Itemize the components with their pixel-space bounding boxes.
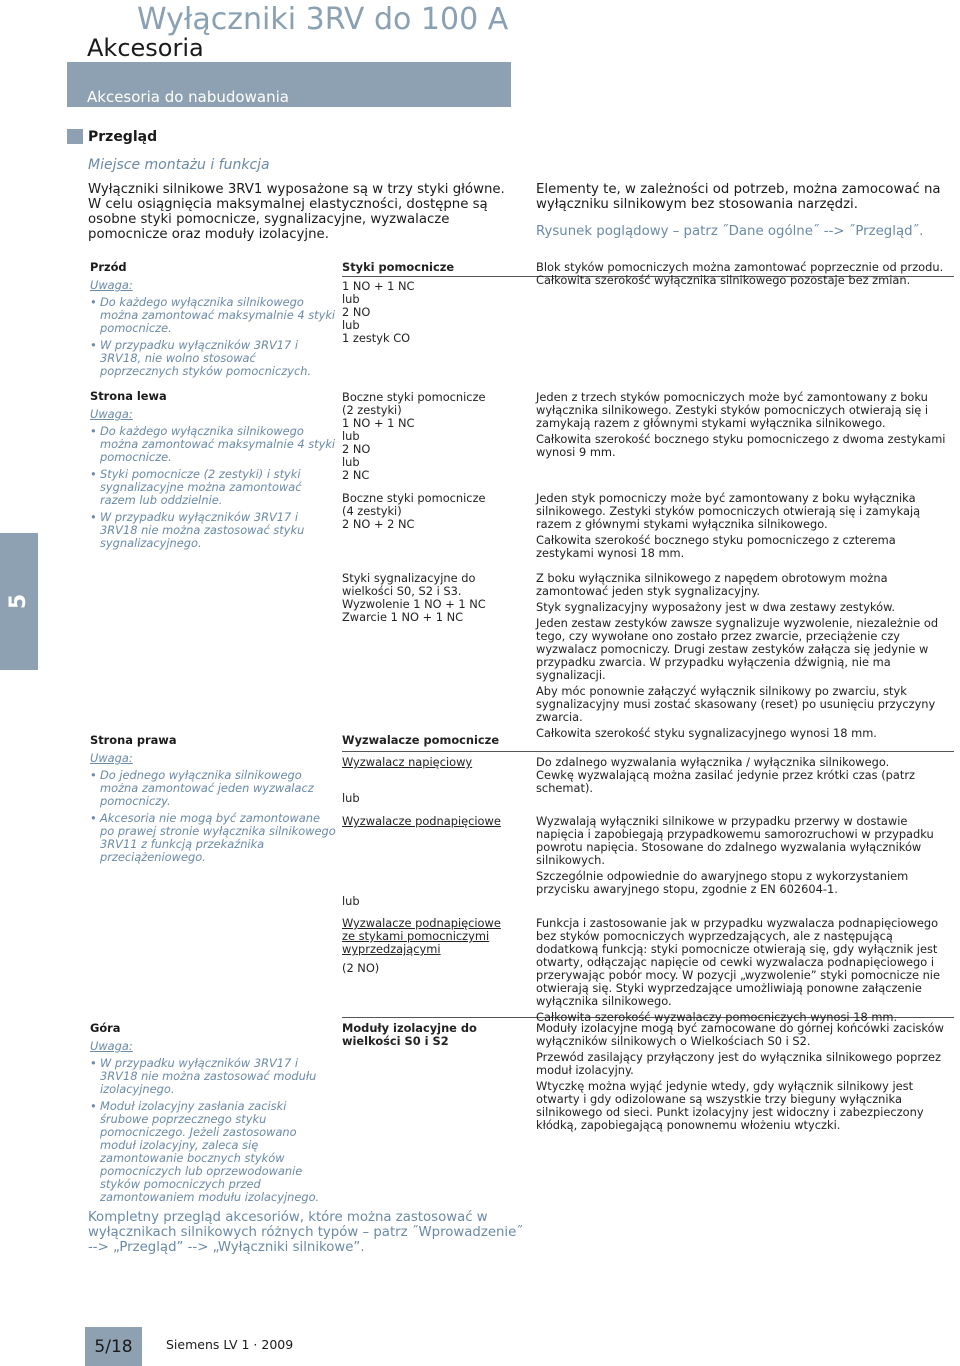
paragraph: Cewkę wyzwalającą można zasilać jedynie przez krótki czas (patrz schemat). [536,768,915,795]
front-note-label: Uwaga: [90,278,133,292]
paragraph: Moduły izolacyjne mogą być zamocowane do górnej końcówki zacisków wyłączników silnikowych o Wielkościach S0 i S2. [536,1021,944,1048]
page-number: 5/18 [94,1336,133,1357]
right-side-bullet: • Do jednego wyłącznika silnikowego można zamontować jeden wyzwalacz pomocniczy. [90,769,336,808]
shunt-release: Wyzwalacz napięciowy [342,755,473,769]
left-side-bullet: • W przypadku wyłączników 3RV17 i 3RV18 nie można zastosować styku sygnalizacyjnego. [90,511,336,550]
closing-reference: Kompletny przegląd akcesoriów, które można zastosować w wyłącznikach silnikowych różnych typów – patrz ˝Wprowadzenie˝ --> „Przegląd” --> „Wyłączniki silnikowe”. [88,1210,523,1255]
paragraph: Aby móc ponownie załączyć wyłącznik silnikowy po zwarciu, styk sygnalizacyjny musi zostać skasowany (reset) po usunięciu przyczyny zwarcia. [536,684,936,724]
section-subheading: Miejsce montażu i funkcja [88,157,270,173]
paragraph: Jeden styk pomocniczy może być zamontowany z boku wyłącznika silnikowego. Zestyki styków pomocniczych otwierają się i zamykają razem z głównymi stykami wyłącznika silnikowego. [536,491,921,531]
publication-name: Siemens LV 1 · 2009 [166,1337,294,1352]
paragraph: Funkcja i zastosowanie jak w przypadku wyzwalacza podnapięciowego bez styków pomocniczych wyprzedzających, ale z następującą dodatkową funkcją: styki pomocnicze otwierają się, gdy wyłącznik jest otwarty, odłączając napięcie od cewki wyzwalacza podnapięciowego i przerywając pobór mocy. W pozycji „wyzwolenie” styki pomocnicze nie otwierają się. Styki wyprzedzające umożliwiają ponowne załączenie wyłącznika silnikowego. [536,916,940,1008]
paragraph: Blok styków pomocniczych można zamontować poprzecznie od przodu. [536,260,944,274]
side4-description [536,492,952,563]
top-bullet: • W przypadku wyłączników 3RV17 i 3RV18 nie można zastosować modułu izolacyjnego. [90,1057,336,1096]
section-heading: Przegląd [88,129,158,145]
front-heading: Przód [90,260,127,274]
undervoltage-release: Wyzwalacze podnapięciowe [342,814,501,828]
figure-reference: Rysunek poglądowy – patrz ˝Dane ogólne˝ --> ˝Przegląd˝. [536,224,924,239]
page-number-box [85,1327,142,1366]
paragraph: Przewód zasilający przyłączony jest do wyłącznika silnikowego poprzez moduł izolacyjny. [536,1050,942,1077]
paragraph: Całkowita szerokość styku sygnalizacyjnego wynosi 18 mm. [536,726,877,740]
leading-description [536,917,952,1027]
paragraph: Jeden zestaw zestyków zawsze sygnalizuje wyzwolenie, niezależnie od tego, czy wywołane ono zostało przez zwarcie, przeciążenie czy wyzwalacz pomocniczy. Drugi zestaw zestyków załącza się jedynie w przypadku zwarcia. W przypadku wyłączenia dźwignią, nie ma sygnalizacji. [536,616,939,682]
document-subtitle: Akcesoria [87,34,204,62]
paragraph: Wyzwalają wyłączniki silnikowe w przypadku przerwy w dostawie napięcia i zapobiegają przypadkowemu samorozruchowi w przypadku powrotu napięcia. Stosowane do zdalnego wyzwalania wyłączników silnikowych. [536,814,934,867]
left-side-bullet: • Styki pomocnicze (2 zestyki) i styki sygnalizacyjne można zamontować razem lub oddzielnie. [90,468,336,507]
signal-contacts: Styki sygnalizacyjne do wielkości S0, S2 i S3. Wyzwolenie 1 NO + 1 NC Zwarcie 1 NO + 1 NC [342,571,486,624]
top-bullet: • Moduł izolacyjny zasłania zaciski śrubowe poprzecznego styku pomocniczego. Jeżeli zastosowano moduł izolacyjny, zaleca się zamontowanie bocznych styków pomocniczych lub oprzewodowanie styków pomocniczych przed zamontowaniem modułu izolacyjnego. [90,1100,336,1204]
right-side-note-label: Uwaga: [90,751,133,765]
left-side-heading: Strona lewa [90,389,167,403]
paragraph: Całkowita szerokość bocznego styku pomocniczego z dwoma zestykami wynosi 9 mm. [536,432,946,459]
paragraph: Styk sygnalizacyjny wyposażony jest w dwa zestawy zestyków. [536,600,895,614]
front-bullet: • W przypadku wyłączników 3RV17 i 3RV18, nie wolno stosować poprzecznych styków pomocniczych. [90,339,336,378]
left-side-note-label: Uwaga: [90,407,133,421]
left-side-block [90,390,336,554]
section-banner [67,62,511,107]
paragraph: Jeden z trzech styków pomocniczych może być zamontowany z boku wyłącznika silnikowego. Zestyki styków pomocniczych otwierają się i zamykają razem z głównymi stykami wyłącznika silnikowego. [536,390,929,430]
isolator-heading: Moduły izolacyjne do wielkości S0 i S2 [342,1021,477,1048]
top-block [90,1022,336,1208]
left-side-bullet: • Do każdego wyłącznika silnikowego można zamontować maksymalnie 4 styki pomocnicze. [90,425,336,464]
paragraph: Do zdalnego wyzwalania wyłącznika / wyłącznika silnikowego. [536,755,890,769]
side-aux-2-contacts: Boczne styki pomocnicze (2 zestyki) 1 NO + 1 NC lub 2 NO lub 2 NC [342,390,486,482]
paragraph: Z boku wyłącznika silnikowego z napędem obrotowym można zamontować jeden styk sygnalizacyjny. [536,571,888,598]
side2-description [536,391,952,462]
or-label: lub [342,791,360,805]
right-side-bullet: • Akcesoria nie mogą być zamontowane po prawej stronie wyłącznika silnikowego 3RV11 z funkcją przekaźnika przeciążeniowego. [90,812,336,864]
aux-contacts-heading: Styki pomocnicze [342,260,455,274]
top-note-label: Uwaga: [90,1039,133,1053]
right-side-block [90,734,336,868]
front-block [90,261,336,382]
front-bullet: • Do każdego wyłącznika silnikowego można zamontować maksymalnie 4 styki pomocnicze. [90,296,336,335]
section-marker [67,129,83,144]
top-heading: Góra [90,1021,121,1035]
aux-trip-heading: Wyzwalacze pomocnicze [342,733,500,747]
shunt-description [536,756,952,798]
right-side-heading: Strona prawa [90,733,177,747]
signal-description [536,572,952,743]
row-divider [342,751,954,752]
or-label: lub [342,894,360,908]
paragraph: Szczególnie odpowiednie do awaryjnego stopu z wykorzystaniem przycisku awaryjnego stopu, zgodnie z EN 602604-1. [536,869,909,896]
isolator-description [536,1022,952,1135]
intro-right: Elementy te, w zależności od potrzeb, można zamocować na wyłączniku silnikowym bez stosowania narzędzi. [536,182,941,212]
chapter-tab [0,533,38,670]
front-description [536,261,952,290]
paragraph: Całkowita szerokość wyłącznika silnikowego pozostaje bez zmian. [536,273,911,287]
paragraph: Całkowita szerokość wyzwalaczy pomocniczych wynosi 18 mm. [536,1010,898,1024]
side-aux-4-contacts: Boczne styki pomocnicze (4 zestyki) 2 NO + 2 NC [342,491,486,531]
intro-left: Wyłączniki silnikowe 3RV1 wyposażone są w trzy styki główne. W celu osiągnięcia maksymalnej elastyczności, dostępne są osobne styki pomocnicze, sygnalizacyjne, wyzwalacze pomocnicze oraz moduły izolacyjne. [88,182,505,242]
document-title: Wyłączniki 3RV do 100 A [137,2,509,37]
undervoltage-description [536,815,952,899]
banner-title: Akcesoria do nabudowania [87,88,289,106]
undervoltage-leading-contacts: (2 NO) [342,961,380,975]
paragraph: Wtyczkę można wyjąć jedynie wtedy, gdy wyłącznik silnikowy jest otwarty i gdy odizolowane są wszystkie trzy bieguny wyłącznika silnikowego od sieci. Punkt izolacyjny jest widoczny i zabezpieczony kłódką, zapobiegającą ponownemu włożeniu wtyczki. [536,1079,924,1132]
aux-contacts-options: 1 NO + 1 NC lub 2 NO lub 1 zestyk CO [342,279,415,345]
undervoltage-leading-release: Wyzwalacze podnapięciowe ze stykami pomocniczymi wyprzedzającymi [342,916,501,956]
paragraph: Całkowita szerokość bocznego styku pomocniczego z czterema zestykami wynosi 18 mm. [536,533,896,560]
chapter-number: 5 [6,593,32,610]
